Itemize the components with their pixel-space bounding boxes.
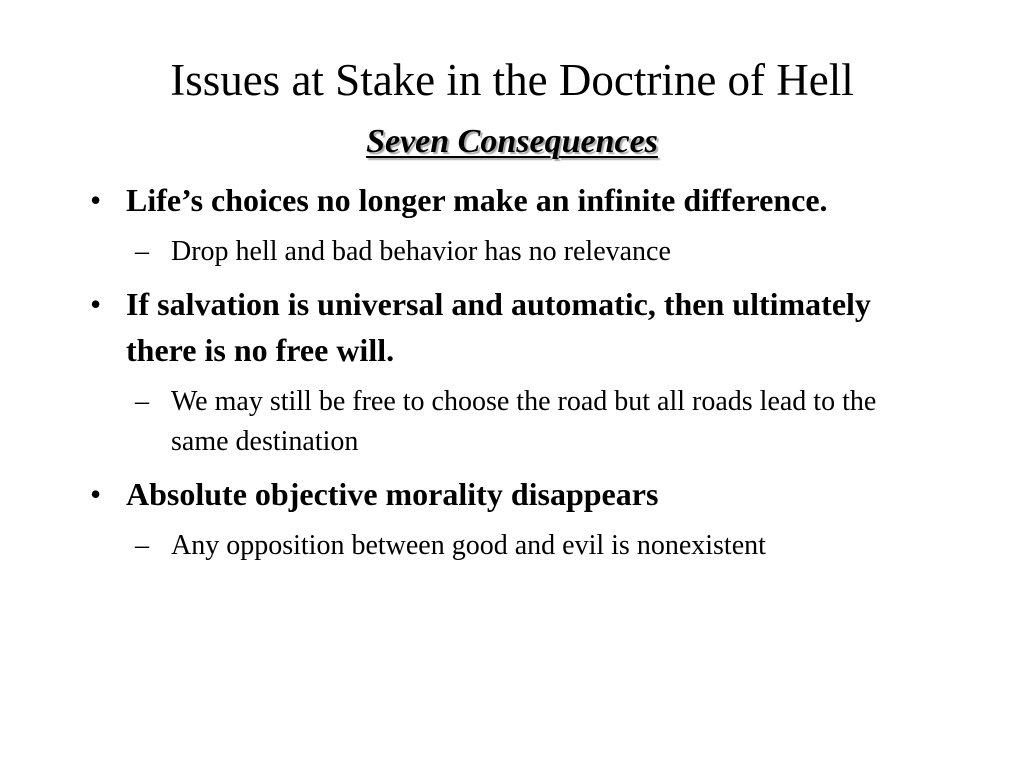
bullet-point-3 (90, 471, 910, 517)
bullet-point-1 (90, 177, 910, 223)
sub-point-text: Any opposition between good and evil is nonexistent (171, 530, 766, 561)
bullet-point-2 (90, 281, 910, 373)
bullet-point-text: Absolute objective morality disappears (126, 476, 659, 512)
dash-icon: – (135, 236, 149, 267)
bullet-point-text: Life’s choices no longer make an infinite difference. (126, 182, 828, 218)
bullet-point-text: If salvation is universal and automatic, then ultimately there is no free will. (126, 286, 871, 368)
sub-point-2 (135, 382, 910, 462)
sub-point-3 (135, 526, 910, 566)
sub-point-1 (135, 232, 910, 272)
sub-point-text: Drop hell and bad behavior has no relevance (171, 236, 671, 267)
slide-subtitle: Seven Consequences (366, 123, 658, 160)
slide-title: Issues at Stake in the Doctrine of Hell (170, 55, 854, 105)
dash-icon: – (135, 386, 149, 417)
dash-icon: – (135, 530, 149, 561)
bullet-icon: • (90, 286, 102, 322)
bullet-icon: • (90, 182, 102, 218)
bullet-list (90, 177, 910, 575)
sub-point-text: We may still be free to choose the road but all roads lead to the same destination (171, 386, 877, 457)
bullet-icon: • (90, 476, 102, 512)
